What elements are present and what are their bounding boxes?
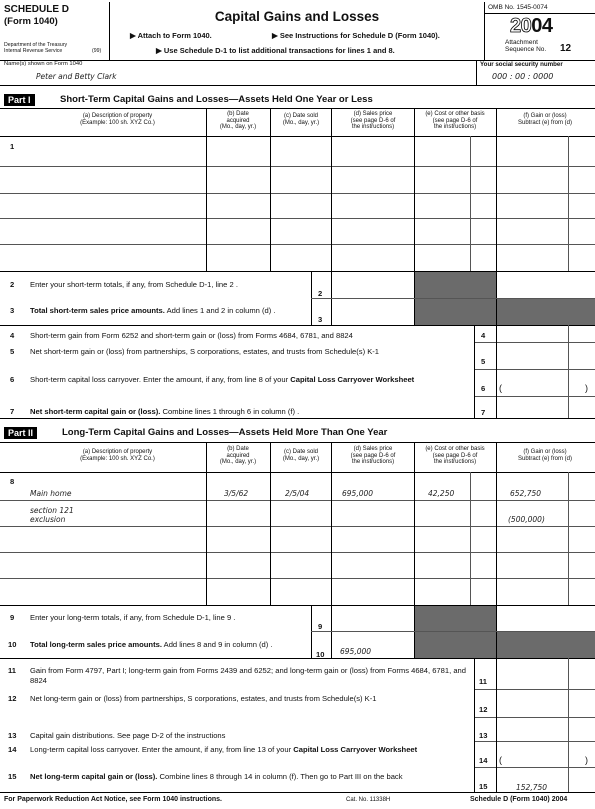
p2-shade-e10	[415, 632, 496, 658]
irs-code: (99)	[92, 48, 102, 54]
p1-line7-text-rest: Combine lines 1 through 6 in column (f) .	[160, 407, 300, 416]
p1-line7-text	[30, 407, 475, 417]
p1-line4-text: Short-term gain from Form 6252 and short-term gain or (loss) from Forms 4684, 6781, and 8824	[30, 331, 353, 340]
p1-line2-box: 2	[318, 289, 323, 298]
p2-line15-value[interactable]: 152,750	[516, 783, 548, 792]
p2-line13-text: Capital gain distributions. See page D-2 of the instructions	[30, 731, 226, 740]
p1-col-b-header: (b) Date acquired (Mo., day, yr.)	[219, 111, 257, 130]
form-sub: (Form 1040)	[4, 16, 58, 27]
p1-line3-box: 3	[318, 315, 323, 324]
attach-note: ▶ Attach to Form 1040.	[130, 31, 212, 40]
p2-row2-gain[interactable]: (500,000)	[508, 515, 545, 524]
p1-line2-number: 2	[10, 280, 15, 289]
irs-label: Internal Revenue Service	[4, 48, 63, 54]
p2-col-d-header: (d) Sales price (see page D-6 of the instructions)	[350, 446, 396, 465]
p2-line9-text: Enter your long-term totals, if any, from Schedule D-1, line 9 .	[30, 613, 236, 622]
p1-line3-text	[30, 306, 305, 316]
see-instructions-note: ▶ See Instructions for Schedule D (Form 1040).	[272, 31, 440, 40]
sequence-label: Sequence No.	[505, 46, 547, 53]
p2-line12-box: 12	[479, 705, 488, 714]
footer-paperwork-notice: For Paperwork Reduction Act Notice, see Form 1040 instructions.	[4, 796, 222, 803]
p2-shade-e9	[415, 606, 496, 631]
taxpayer-names[interactable]: Peter and Betty Clark	[36, 72, 117, 81]
p2-col-c-header: (c) Date sold (Mo., day, yr.)	[282, 449, 320, 462]
p1-line7-number: 7	[10, 407, 15, 416]
part1-title: Short-Term Capital Gains and Losses—Assets Held One Year or Less	[60, 94, 373, 105]
p2-line10-box: 10	[316, 650, 325, 659]
p2-row1-sold[interactable]: 2/5/04	[285, 489, 310, 498]
part1-label: Part I	[4, 94, 35, 106]
p2-line14-paren-open: (	[499, 755, 502, 765]
p2-line9-box: 9	[318, 622, 323, 631]
p2-line10-text-bold: Total long-term sales price amounts.	[30, 640, 162, 649]
p1-line6-paren-open: (	[499, 383, 502, 393]
p2-line12-number: 12	[8, 694, 17, 703]
p2-line13-box: 13	[479, 731, 488, 740]
p1-line6-text-bold: Capital Loss Carryover Worksheet	[290, 375, 415, 384]
p1-line2-text: Enter your short-term totals, if any, from Schedule D-1, line 2 .	[30, 280, 238, 289]
names-label: Name(s) shown on Form 1040	[4, 61, 83, 67]
p2-col-b-header: (b) Date acquired (Mo., day, yr.)	[219, 446, 257, 465]
p2-line11-text: Gain from Form 4797, Part I; long-term gain from Forms 2439 and 6252; and long-term gain or (loss) from Forms 4684, 6781, and 8824	[30, 666, 466, 685]
p1-line3-text-bold: Total short-term sales price amounts.	[30, 306, 165, 315]
attachment-label: Attachment	[505, 39, 538, 46]
p2-row1-cost[interactable]: 42,250	[428, 489, 455, 498]
p2-col-a-header: (a) Description of property (Example: 100 sh. XYZ Co.)	[80, 449, 155, 462]
p2-line12-text: Net long-term gain or (loss) from partnerships, S corporations, estates, and trusts from Schedule(s) K-1	[30, 694, 377, 703]
p1-line6-text-rest: Short-term capital loss carryover. Enter the amount, if any, from line 8 of your	[30, 375, 291, 384]
p1-shade-e2	[415, 272, 496, 298]
p1-line3-number: 3	[10, 306, 15, 315]
p2-line11-box: 11	[479, 677, 488, 686]
p2-shade-f10	[497, 632, 595, 658]
p1-line1-number: 1	[10, 142, 15, 151]
p1-col-a-header: (a) Description of property (Example: 100 sh. XYZ Co.)	[80, 113, 155, 126]
p1-line3-text-rest: Add lines 1 and 2 in column (d) .	[164, 306, 276, 315]
footer-form-id: Schedule D (Form 1040) 2004	[470, 796, 568, 803]
p2-line13-number: 13	[8, 731, 17, 740]
p1-col-f-header: (f) Gain or (loss) Subtract (e) from (d)	[517, 113, 572, 126]
part2-title: Long-Term Capital Gains and Losses—Assets Held More Than One Year	[62, 427, 388, 438]
p2-line8-number: 8	[10, 477, 15, 486]
p2-line14-text-rest: Long-term capital loss carryover. Enter the amount, if any, from line 13 of your	[30, 745, 294, 754]
p2-line15-text-rest: Combine lines 8 through 14 in column (f). Then go to Part III on the back	[157, 772, 403, 781]
p2-line10-number: 10	[8, 640, 17, 649]
p1-col-c-header: (c) Date sold (Mo., day, yr.)	[282, 113, 320, 126]
p2-line11-number: 11	[8, 666, 17, 675]
form-title: Capital Gains and Losses	[214, 9, 380, 24]
p2-row1-gain[interactable]: 652,750	[510, 489, 542, 498]
p1-line6-paren-close: )	[585, 383, 588, 393]
p1-line6-box: 6	[481, 384, 486, 393]
p1-col-e-header: (e) Cost or other basis (see page D-6 of the instructions)	[425, 111, 485, 130]
p2-row1-acquired[interactable]: 3/5/62	[224, 489, 249, 498]
tax-year-bold: 04	[531, 15, 553, 37]
p1-line7-box: 7	[481, 408, 486, 417]
tax-year-outline: 20	[510, 15, 532, 37]
p2-line14-paren-close: )	[585, 755, 588, 765]
tax-year	[510, 15, 553, 38]
p2-line14-text	[30, 745, 465, 755]
p1-line5-text: Net short-term gain or (loss) from partnerships, S corporations, estates, and trusts from Schedule(s) K-1	[30, 347, 380, 356]
p2-row2-desc[interactable]: section 121 exclusion	[30, 506, 74, 524]
form-name: SCHEDULE D	[4, 4, 70, 15]
p2-line14-box: 14	[479, 756, 488, 765]
ssn-label: Your social security number	[480, 61, 563, 68]
dept-label: Department of the Treasury	[4, 42, 68, 48]
p2-col-f-header: (f) Gain or (loss) Subtract (e) from (d)	[517, 449, 572, 462]
p2-line10-value[interactable]: 695,000	[340, 647, 372, 656]
p2-line15-text	[30, 772, 465, 782]
p2-line15-box: 15	[479, 782, 488, 791]
omb-number: OMB No. 1545-0074	[488, 4, 548, 11]
p1-line6-text	[30, 375, 465, 385]
footer-cat-number: Cat. No. 11338H	[346, 797, 391, 803]
ssn-value[interactable]: 000 : 00 : 0000	[492, 72, 554, 81]
p1-shade-e3	[415, 299, 496, 325]
p2-line14-number: 14	[8, 745, 17, 754]
sequence-number: 12	[560, 43, 572, 54]
p2-row1-desc[interactable]: Main home	[30, 489, 72, 498]
p2-line15-text-bold: Net long-term capital gain or (loss).	[30, 772, 158, 781]
p1-line6-number: 6	[10, 375, 15, 384]
p2-line9-number: 9	[10, 613, 15, 622]
p1-shade-f3	[497, 299, 595, 325]
p1-line4-number: 4	[10, 331, 15, 340]
p2-line10-text	[30, 640, 305, 650]
p1-line4-box: 4	[481, 331, 486, 340]
p2-row1-sales[interactable]: 695,000	[342, 489, 374, 498]
p1-line5-box: 5	[481, 357, 486, 366]
p2-col-e-header: (e) Cost or other basis (see page D-6 of the instructions)	[425, 446, 485, 465]
p1-line7-text-bold: Net short-term capital gain or (loss).	[30, 407, 161, 416]
p2-line15-number: 15	[8, 772, 17, 781]
part2-label: Part II	[4, 427, 37, 439]
p2-line14-text-bold: Capital Loss Carryover Worksheet	[293, 745, 418, 754]
p2-line10-text-rest: Add lines 8 and 9 in column (d) .	[161, 640, 273, 649]
p1-line5-number: 5	[10, 347, 15, 356]
use-d1-note: ▶ Use Schedule D-1 to list additional transactions for lines 1 and 8.	[156, 46, 395, 55]
p1-col-d-header: (d) Sales price (see page D-6 of the instructions)	[350, 111, 396, 130]
